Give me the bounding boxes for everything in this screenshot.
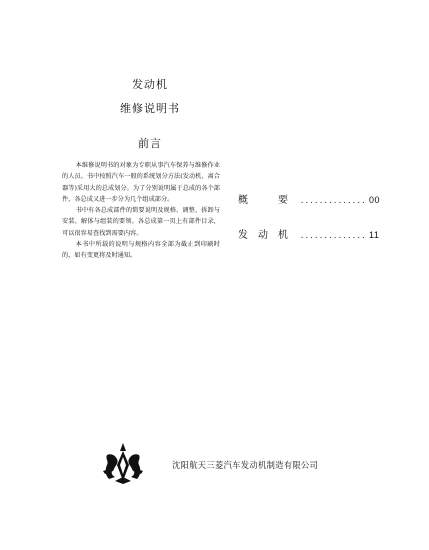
toc-entry-label: 发动机 <box>238 230 298 241</box>
toc-entry-engine[interactable] <box>238 226 388 241</box>
toc-leader-dots: .............. <box>300 232 367 240</box>
toc-page-number: 11 <box>369 230 380 240</box>
preface-paragraph: 书中有各总成部件的简要说明及规格、调整、拆卸与安装、解体与组装的要领。各总成第一页上有部件目录，可以很容易查找到需要内容。 <box>62 207 220 237</box>
company-name: 沈阳航天三菱汽车发动机制造有限公司 <box>172 460 319 470</box>
toc-entry-overview[interactable] <box>238 191 388 206</box>
toc-entry-label: 概 要 <box>238 195 298 206</box>
company-logo-icon <box>101 441 145 485</box>
manual-title: 发动机 <box>132 78 168 91</box>
toc-page-number: 00 <box>369 195 381 205</box>
preface-heading: 前言 <box>138 137 162 150</box>
preface-paragraph: 本书中所载的说明与规格内容全部为截止到印刷时的，如有变更将及时通知。 <box>62 241 220 260</box>
preface-paragraph: 本维修说明书的对象为专职从事汽车保养与维修作业的人员。书中按照汽车一般的系统划分方法(发动机、离合器等)采用大的总成划分。为了分别说明属于总成的各个部件，各总成又进一步分为几个组成部分。 <box>62 162 220 203</box>
preface-body <box>62 160 220 262</box>
manual-subtitle: 维修说明书 <box>120 102 180 115</box>
toc-leader-dots: .............. <box>300 197 367 205</box>
